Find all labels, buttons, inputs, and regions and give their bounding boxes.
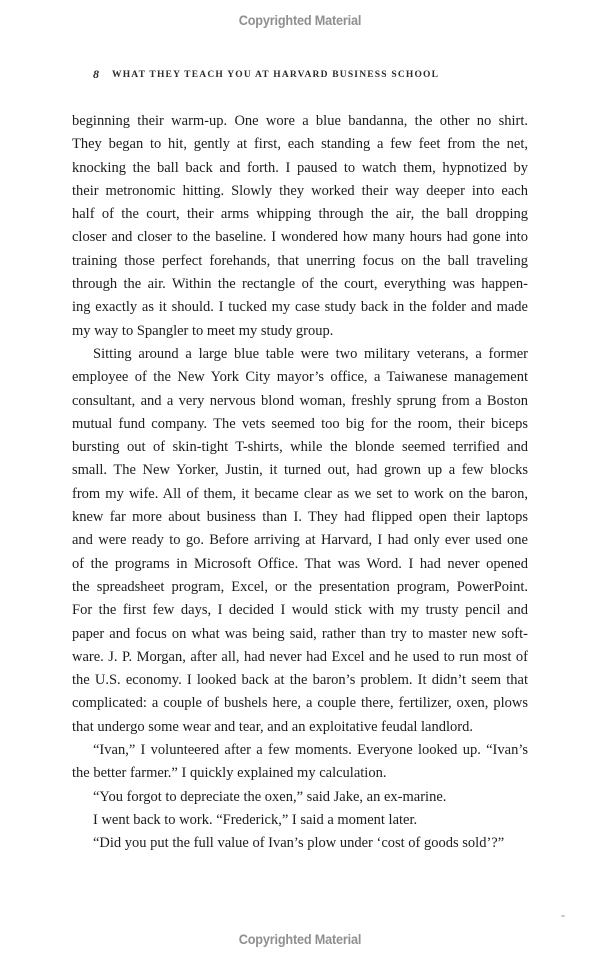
text-line: their metronomic hitting. Slowly they worked their way deeper into each [72, 182, 528, 199]
text-line: beginning their warm-up. One wore a blue bandanna, the other no shirt. [72, 113, 528, 129]
text-line: closer and closer to the baseline. I wondered how many hours had gone into [72, 229, 528, 246]
paragraph [72, 110, 528, 343]
copyright-notice-top: Copyrighted Material [238, 13, 362, 28]
paragraph [72, 809, 528, 832]
text-line: small. The New Yorker, Justin, it turned out, had grown up a few blocks [72, 462, 528, 479]
text-line: complicated: a couple of bushels here, a couple there, fertilizer, oxen, plows [72, 695, 528, 712]
text-line: that undergo some wear and tear, and an exploitative feudal landlord. [72, 718, 473, 735]
text-line: Sitting around a large blue table were two military veterans, a former [93, 345, 528, 362]
text-line: ware. J. P. Morgan, after all, had never had Excel and he used to run most of [72, 648, 528, 665]
copyright-notice-bottom: Copyrighted Material [238, 932, 362, 947]
text-line: “You forgot to depreciate the oxen,” said Jake, an ex-marine. [93, 788, 447, 805]
text-line: knew far more about business than I. They had flipped open their laptops [72, 509, 528, 526]
text-line: my way to Spangler to meet my study group. [72, 322, 334, 339]
running-header-title: WHAT THEY TEACH YOU AT HARVARD BUSINESS SCHOOL [112, 70, 440, 80]
text-line: knocking the ball back and forth. I paused to watch them, hypnotized by [72, 159, 528, 176]
text-line: the spreadsheet program, Excel, or the presentation program, PowerPoint. [72, 578, 528, 595]
paragraph [72, 786, 528, 809]
text-line: “Did you put the full value of Ivan’s plow under ‘cost of goods sold’?” [93, 835, 505, 852]
running-header [93, 65, 439, 83]
text-line: I went back to work. “Frederick,” I said a moment later. [93, 811, 418, 828]
page-number: 8 [93, 67, 99, 81]
text-line: training those perfect forehands, that unerring focus on the ball traveling [72, 252, 528, 269]
paragraph [72, 739, 528, 786]
text-line: half of the court, their arms whipping through the air, the ball dropping [72, 206, 528, 223]
text-line: of the programs in Microsoft Office. That was Word. I had never opened [72, 555, 528, 572]
text-line: through the air. Within the rectangle of the court, everything was happen- [72, 276, 528, 293]
scan-artifact-speck [561, 915, 565, 917]
text-line: For the first few days, I decided I would stick with my trusty pencil and [72, 602, 528, 619]
text-line: and were ready to go. Before arriving at Harvard, I had only ever used one [72, 532, 528, 549]
page-body-text [72, 110, 528, 856]
text-line: ing exactly as it should. I tucked my case study back in the folder and made [72, 299, 528, 316]
text-line: “Ivan,” I volunteered after a few moments. Everyone looked up. “Ivan’s [93, 742, 528, 759]
text-line: the U.S. economy. I looked back at the baron’s problem. It didn’t seem that [72, 672, 528, 689]
text-line: the better farmer.” I quickly explained my calculation. [72, 765, 387, 782]
text-line: employee of the New York City mayor’s office, a Taiwanese management [72, 369, 528, 386]
text-line: They began to hit, gently at first, each standing a few feet from the net, [72, 136, 528, 153]
text-line: mutual fund company. The vets seemed too big for the room, their biceps [72, 415, 528, 432]
text-line: bursting out of skin-tight T-shirts, while the blonde seemed terrified and [72, 439, 528, 456]
text-line: paper and focus on what was being said, rather than try to master new soft- [72, 625, 528, 642]
text-line: from my wife. All of them, it became clear as we set to work on the baron, [72, 485, 528, 502]
text-line: consultant, and a very nervous blond woman, freshly sprung from a Boston [72, 392, 528, 409]
paragraph [72, 832, 528, 855]
paragraph [72, 343, 528, 739]
